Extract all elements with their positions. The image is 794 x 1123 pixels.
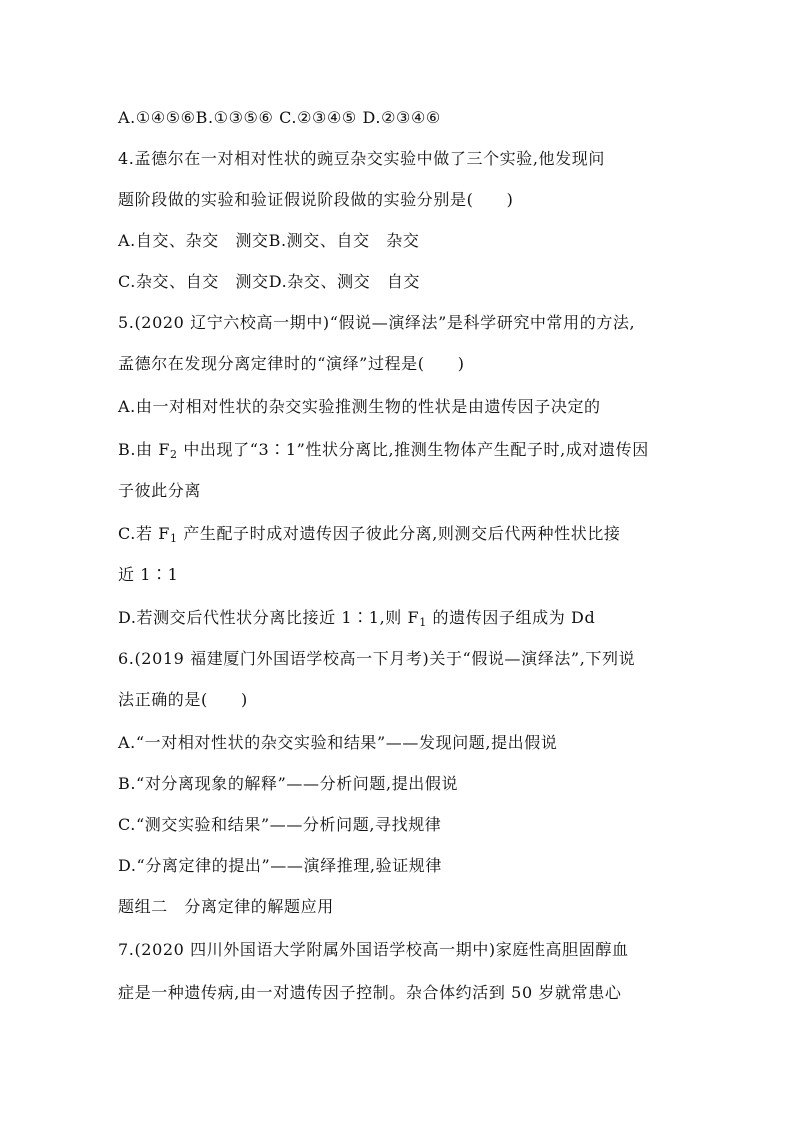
question-5-option-d: D.若测交后代性状分离比接近 1∶1,则 $F_1$ 的遗传因子组成为 Dd — [118, 608, 596, 629]
question-7-line-2: 症是一种遗传病,由一对遗传因子控制。杂合体约活到 50 岁就常患心 — [118, 983, 622, 1002]
section-heading: 题组二 分离定律的解题应用 — [118, 897, 334, 916]
question-5-line-1: 5.(2020 辽宁六校高一期中)“假说—演绎法”是科学研究中常用的方法, — [118, 313, 636, 332]
question-4-line-2: 题阶段做的实验和验证假说阶段做的实验分别是( ) — [118, 190, 514, 209]
question-5-option-b-line-2: 子彼此分离 — [118, 481, 202, 500]
question-5-option-a: A.由一对相对性状的杂交实验推测生物的性状是由遗传因子决定的 — [118, 397, 601, 416]
question-4-options-cd: C.杂交、自交 测交D.杂交、测交 自交 — [118, 272, 421, 291]
question-6-line-1: 6.(2019 福建厦门外国语学校高一下月考)关于“假说—演绎法”,下列说 — [118, 649, 636, 668]
question-4-options-ab: A.自交、杂交 测交B.测交、自交 杂交 — [118, 231, 420, 250]
option-line-q3-abcd: A.①④⑤⑥B.①③⑤⑥ C.②③④⑤ D.②③④⑥ — [118, 108, 441, 127]
question-4-line-1: 4.孟德尔在一对相对性状的豌豆杂交实验中做了三个实验,他发现问 — [118, 149, 605, 168]
question-5-line-2: 孟德尔在发现分离定律时的“演绎”过程是( ) — [118, 354, 465, 373]
question-5-option-c-line-2: 近 1∶1 — [118, 565, 179, 584]
question-6-option-c: C.“测交实验和结果”——分析问题,寻找规律 — [118, 815, 442, 834]
question-7-line-1: 7.(2020 四川外国语大学附属外国语学校高一期中)家庭性高胆固醇血 — [118, 940, 629, 959]
question-6-option-d: D.“分离定律的提出”——演绎推理,验证规律 — [118, 856, 442, 875]
question-6-option-a: A.“一对相对性状的杂交实验和结果”——发现问题,提出假说 — [118, 733, 558, 752]
question-5-option-c-line-1: C.若 $F_1$ 产生配子时成对遗传因子彼此分离,则测交后代两种性状比接 — [118, 524, 621, 545]
question-6-option-b: B.“对分离现象的解释”——分析问题,提出假说 — [118, 774, 459, 793]
question-6-line-2: 法正确的是( ) — [118, 690, 248, 709]
question-5-option-b-line-1: B.由 $F_2$ 中出现了“3∶1”性状分离比,推测生物体产生配子时,成对遗传因 — [118, 440, 649, 461]
